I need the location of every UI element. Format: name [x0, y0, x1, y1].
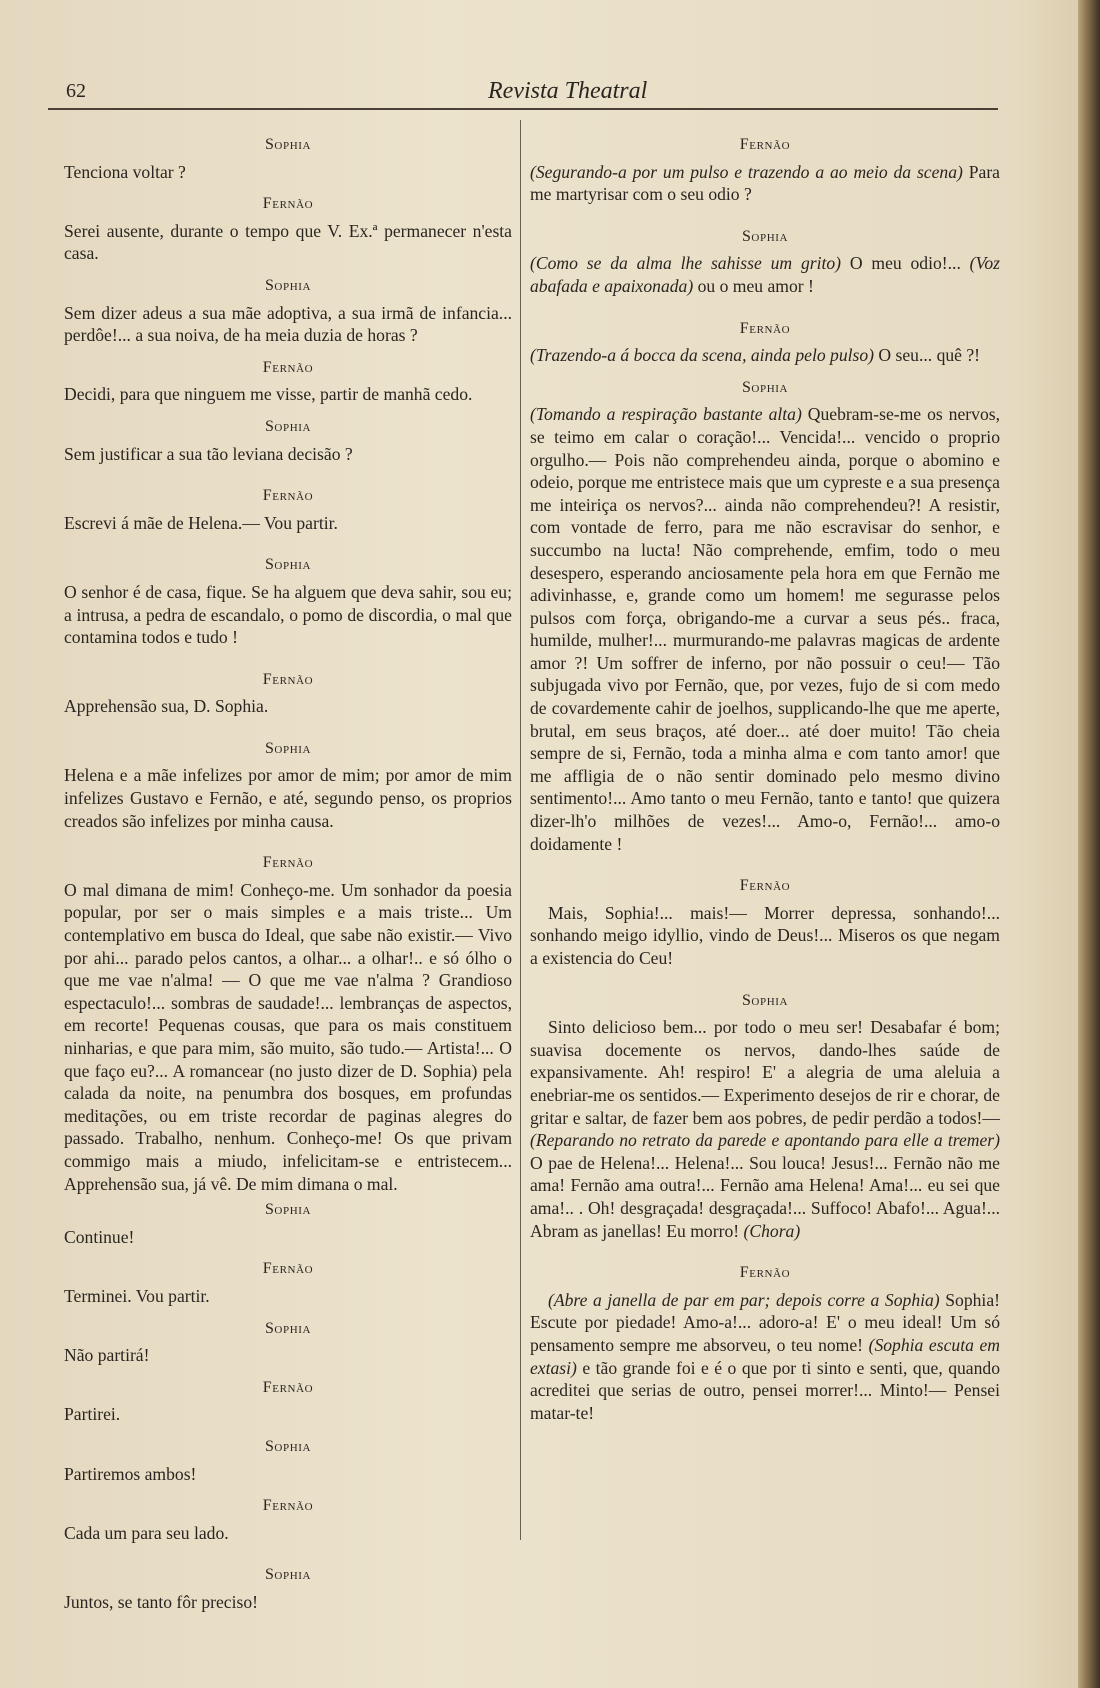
dialogue-text: Decidi, para que ninguem me visse, partir de manhã cedo. — [64, 384, 473, 405]
dialogue-text: Não partirá! — [64, 1345, 150, 1366]
speaker-name: Sophia — [264, 556, 312, 574]
speaker-name: Sophia — [264, 1566, 312, 1584]
stage-direction: (Sophia escuta em extasi) — [530, 1334, 1000, 1378]
dialogue-text: Sinto delicioso bem... por todo o meu ser! Desabafar é bom; suavisa docemente os nervos, dando-lhes saúde de expansivamente. Ah! respiro! E' a alegria de uma aleluia a enebriar-me os sentidos.— Experimento desejos de rir e chorar, de gritar e saltar, de fazer bem aos pobres, de pedir perdão a todos!— — [530, 1017, 1000, 1128]
stage-direction: (Trazendo-a á bocca da scena, ainda pelo pulso) — [530, 345, 875, 366]
dialogue-text: e tão grande foi e é o que por ti sinto e senti, que, quando acreditei que serias de outro, pensei morrer!... Minto!— Pensei matar-te! — [530, 1357, 1000, 1423]
speaker-name: Sophia — [264, 1437, 312, 1455]
speaker-name: Fernão — [739, 1264, 791, 1282]
header-title: Revista Theatral — [488, 78, 648, 104]
dialogue-block — [530, 134, 1000, 206]
short-exchange — [64, 1199, 512, 1613]
page-number: 62 — [66, 80, 86, 102]
speaker-name: Sophia — [264, 417, 312, 435]
dialogue-block — [64, 485, 512, 534]
dialogue-block — [64, 852, 512, 1195]
dialogue-text: Sem dizer adeus a sua mãe adoptiva, a sua irmã de infancia... perdôe!... a sua noiva, de ha meia duzia de horas ? — [64, 302, 512, 346]
dialogue-text: Sophia! Escute por piedade! Amo-a!... adoro-a! E' o meu ideal! Um só pensamento sempre me absorveu, o teu nome! — [530, 1289, 1000, 1355]
dialogue-text: Cada um para seu lado. — [64, 1522, 229, 1543]
dialogue-text: Juntos, se tanto fôr preciso! — [64, 1591, 258, 1612]
dialogue-text: O meu odio!... — [841, 253, 970, 274]
page-header — [48, 78, 998, 110]
dialogue-text: Quebram-se-me os nervos, se teimo em calar o coração!... Vencida!... vencido o proprio orgulho.— Pois não comprehendeu ainda, porque o abomino e odeio, porque me entristece mais que um cypreste e a sua presença me inteiriça os nervos?... ainda não comprehendeu?! A resistir, com vontade de ferro, para me não escravisar do senhor, e succumbo na lucta! Não comprehende, emfim, todo o meu desespero, esperando anciosamente pela hora em que Fernão me adivinhasse, e, grande como um homem! me segurasse pelos pulsos com força, obrigando-me a curvar a seus pés.. fraca, humilde, mulher!... murmurando-me palavras magicas de ardente amor ?! Um soffrer de inferno, por não possuir o ceu!— Tão subjugada vivo por Fernão, que, por vezes, fujo de si com medo de covardemente cahir de joelhos, supplicando-lhe que me aperte, brutal, em seus braços, até doer... até doer muito! Tão cheia sempre de si, Fernão, toda a minha alma e com tanto amor! que me affligia de o não sentir dominado pelo mesmo divino sentimento!... Amo tanto o meu Fernão, tanto e tanto! que quizera dizer-lh'o milhões de vezes!... Amo-o, Fernão!... amo-o doidamente ! — [530, 404, 1000, 854]
speaker-name: Sophia — [264, 276, 312, 294]
dialogue-block — [64, 134, 512, 183]
dialogue-text: Tenciona voltar ? — [64, 161, 186, 182]
speaker-name: Fernão — [262, 487, 314, 505]
stage-direction: (Abre a janella de par em par; depois corre a Sophia) — [548, 1289, 940, 1310]
speaker-name: Sophia — [741, 378, 789, 396]
dialogue-text: O mal dimana de mim! Conheço-me. Um sonhador da poesia popular, por ser o mais simples e a mais triste... Um contemplativo em busca do Ideal, que sabe não existir.— Vivo por ahi... parado pelos cantos, a olhar... a olhar!.. e só ólho o que me vae n'alma! — O que me vae n'alma ? Grandioso espectaculo!... sombras de saudade!... lembranças de aspectos, em recorte! Pequenas cousas, que para os mais constituem ninharias, e que para mim, são muito, são tudo.— Artista!... O que faço eu?... A romancear (no justo dizer de D. Sophia) pela calada da noite, na penumbra dos bosques, em profundas meditações, ou em triste recordar de paginas alegres do passado. Trabalho, nenhum. Conheço-me! Os que privam commigo mais a miudo, infelicitam-se e entristecem... Apprehensão sua, já vê. De mim dimana o mal. — [64, 879, 512, 1194]
speaker-name: Fernão — [262, 195, 314, 213]
dialogue-block — [530, 990, 1000, 1243]
speaker-name: Fernão — [739, 136, 791, 153]
stage-direction: (Chora) — [743, 1220, 801, 1241]
speaker-name: Fernão — [739, 877, 791, 895]
speaker-name: Sophia — [264, 136, 312, 153]
stage-direction: (Voz abafada e apaixonada) — [530, 253, 1000, 296]
dialogue-text: Mais, Sophia!... mais!— Morrer depressa, sonhando!... sonhando meigo idyllio, vindo de Deus!... Miseros os que negam a existencia do Ceu! — [530, 902, 1000, 968]
dialogue-text: ou o meu amor ! — [693, 275, 814, 296]
page-edge — [1078, 0, 1100, 1688]
dialogue-text: Sem justificar a sua tão leviana decisão ? — [64, 443, 353, 464]
dialogue-block — [64, 193, 512, 265]
dialogue-text: Terminei. Vou partir. — [64, 1285, 210, 1306]
speaker-name: Sophia — [264, 739, 312, 757]
dialogue-block — [64, 357, 512, 406]
dialogue-block — [530, 377, 1000, 855]
column-divider — [520, 120, 521, 1540]
speaker-name: Sophia — [264, 1201, 312, 1219]
dialogue-text: O pae de Helena!... Helena!... Sou louca! Jesus!... Fernão não me ama! Fernão ama outra!... Fernão ama Helena! Ama!... eu sei que ama!.. . Oh! desgraçada! desgraçada!... Suffoco! Abafo!... Agua!... Abram as janellas! Eu morro! — [530, 1152, 1000, 1241]
dialogue-block — [530, 226, 1000, 298]
stage-direction: (Segurando-a por um pulso e trazendo a ao meio da scena) — [530, 161, 963, 182]
right-column — [530, 124, 1000, 1424]
dialogue-block — [64, 416, 512, 465]
speaker-name: Fernão — [262, 1260, 314, 1278]
speaker-name: Fernão — [262, 854, 314, 872]
speaker-name: Fernão — [262, 1497, 314, 1515]
speaker-name: Sophia — [741, 991, 789, 1009]
dialogue-block — [64, 669, 512, 718]
dialogue-block — [64, 275, 512, 347]
dialogue-text: O senhor é de casa, fique. Se ha alguem que deva sahir, sou eu; a intrusa, a pedra de escandalo, o pomo de discordia, o mal que contamina todos e tudo ! — [64, 581, 512, 648]
dialogue-block — [64, 554, 512, 648]
dialogue-block — [64, 738, 512, 832]
speaker-name: Sophia — [264, 1319, 312, 1337]
dialogue-block — [530, 1262, 1000, 1424]
stage-direction: (Como se da alma lhe sahisse um grito) — [530, 253, 842, 274]
dialogue-text: O seu... quê ?! — [874, 345, 981, 366]
dialogue-text: Para me martyrisar com o seu odio ? — [530, 161, 1000, 205]
speaker-name: Fernão — [739, 319, 791, 337]
dialogue-text: Apprehensão sua, D. Sophia. — [64, 696, 269, 717]
left-column — [64, 124, 512, 1613]
stage-direction: (Tomando a respiração bastante alta) — [530, 404, 802, 425]
dialogue-block — [530, 875, 1000, 969]
dialogue-text: Helena e a mãe infelizes por amor de mim; por amor de mim infelizes Gustavo e Fernão, e até, segundo penso, os proprios creados são infelizes por minha causa. — [64, 765, 512, 831]
dialogue-text: Escrevi á mãe de Helena.— Vou partir. — [64, 512, 338, 533]
dialogue-text: Serei ausente, durante o tempo que V. Ex.ª permanecer n'esta casa. — [64, 220, 512, 264]
speaker-name: Sophia — [741, 227, 789, 245]
dialogue-text: Continue! — [64, 1226, 135, 1247]
speaker-name: Fernão — [262, 1378, 314, 1396]
dialogue-block — [530, 318, 1000, 367]
dialogue-text: Partirei. — [64, 1404, 121, 1425]
speaker-name: Fernão — [262, 670, 314, 688]
stage-direction: (Reparando no retrato da parede e apontando para elle a tremer) — [530, 1130, 1000, 1151]
speaker-name: Fernão — [262, 358, 314, 376]
dialogue-text: Partiremos ambos! — [64, 1463, 197, 1484]
